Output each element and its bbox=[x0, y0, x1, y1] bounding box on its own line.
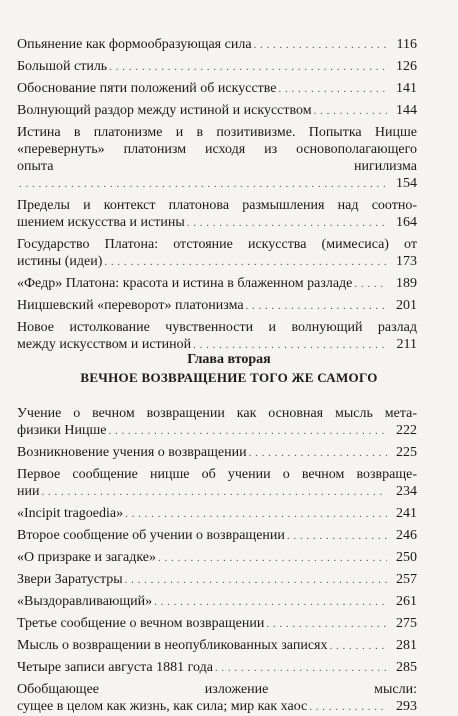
leader-dots bbox=[104, 254, 387, 271]
toc-entry-text: Обоснование пяти положений об искусстве bbox=[17, 81, 277, 96]
toc-entry bbox=[17, 637, 417, 655]
leader-dots bbox=[125, 506, 387, 523]
toc-entry-text: Звери Заратустры bbox=[17, 572, 123, 587]
page-number: 261 bbox=[396, 594, 417, 609]
toc-entry bbox=[17, 505, 417, 523]
page-number: 126 bbox=[396, 59, 417, 74]
page-number: 144 bbox=[396, 103, 417, 118]
toc-entry bbox=[17, 571, 417, 589]
leader-dots bbox=[266, 616, 387, 633]
toc-entry-text: Четыре записи августа 1881 года bbox=[17, 660, 213, 675]
toc-section-1 bbox=[17, 36, 417, 354]
page-number: 285 bbox=[396, 660, 417, 675]
toc-entry-last-line bbox=[17, 615, 417, 633]
toc-entry-last-line bbox=[17, 422, 417, 440]
page-number: 116 bbox=[396, 37, 417, 52]
toc-entry-line: Первое сообщение ницше об учении о вечном возвраще- bbox=[17, 467, 417, 482]
leader-dots bbox=[215, 660, 387, 677]
page-number: 257 bbox=[396, 572, 417, 587]
page-number: 201 bbox=[396, 298, 417, 313]
toc-entry-last-line bbox=[17, 571, 417, 589]
page-number: 241 bbox=[396, 506, 417, 521]
toc-entry-text: Опьянение как формообразующая сила bbox=[17, 37, 252, 52]
page-number: 225 bbox=[396, 445, 417, 460]
toc-entry bbox=[17, 527, 417, 545]
toc-entry-text: Второе сообщение об учении о возвращении bbox=[17, 528, 285, 543]
toc-entry-last-line bbox=[17, 80, 417, 98]
page-number: 211 bbox=[396, 337, 417, 352]
toc-entry-text: истины (идеи) bbox=[17, 254, 103, 269]
chapter-title: ВЕЧНОЕ ВОЗВРАЩЕНИЕ ТОГО ЖЕ САМОГО bbox=[80, 370, 378, 385]
toc-entry-last-line bbox=[17, 297, 417, 315]
toc-entry bbox=[17, 319, 417, 354]
toc-entry-text: Мысль о возвращении в неопубликованных записях bbox=[17, 638, 328, 653]
toc-entry-last-line bbox=[17, 175, 417, 193]
toc-section-2 bbox=[17, 405, 417, 716]
toc-entry-last-line bbox=[17, 36, 417, 54]
leader-dots bbox=[158, 550, 387, 567]
toc-entry-last-line bbox=[17, 253, 417, 271]
page-number: 222 bbox=[396, 423, 417, 438]
leader-dots bbox=[154, 594, 387, 611]
toc-entry-last-line bbox=[17, 659, 417, 677]
toc-entry-last-line bbox=[17, 275, 417, 293]
toc-entry-last-line bbox=[17, 58, 417, 76]
toc-entry-line: Государство Платона: отстояние искусства (мимесиса) от bbox=[17, 237, 417, 252]
leader-dots bbox=[329, 638, 387, 655]
toc-entry-last-line bbox=[17, 637, 417, 655]
leader-dots bbox=[125, 572, 387, 589]
page-number: 189 bbox=[396, 276, 417, 291]
toc-entry bbox=[17, 36, 417, 54]
leader-dots bbox=[279, 81, 387, 98]
toc-entry-last-line bbox=[17, 214, 417, 232]
toc-entry bbox=[17, 124, 417, 193]
toc-entry-text: Большой стиль bbox=[17, 59, 108, 74]
toc-entry-last-line bbox=[17, 527, 417, 545]
chapter-heading bbox=[0, 351, 458, 387]
page-number: 293 bbox=[396, 699, 417, 714]
leader-dots bbox=[108, 423, 387, 440]
toc-entry-last-line bbox=[17, 505, 417, 523]
toc-entry-line: опыта нигилизма bbox=[17, 159, 417, 174]
page-number: 141 bbox=[396, 81, 417, 96]
toc-entry bbox=[17, 615, 417, 633]
toc-entry bbox=[17, 466, 417, 501]
toc-entry bbox=[17, 102, 417, 120]
toc-entry-text: «Выздоравливающий» bbox=[17, 594, 153, 609]
leader-dots bbox=[246, 298, 387, 315]
leader-dots bbox=[287, 528, 387, 545]
toc-entry bbox=[17, 197, 417, 232]
toc-entry bbox=[17, 659, 417, 677]
toc-entry-line: Учение о вечном возвращении как основная мысль мета- bbox=[17, 406, 417, 421]
page-number: 250 bbox=[396, 550, 417, 565]
toc-entry-text: между искусством и истиной bbox=[17, 337, 192, 352]
toc-entry-text: Третье сообщение о вечном возвращении bbox=[17, 616, 265, 631]
page-number: 154 bbox=[396, 176, 417, 191]
chapter-label: Глава вторая bbox=[187, 352, 271, 367]
leader-dots bbox=[187, 215, 387, 232]
leader-dots bbox=[109, 59, 387, 76]
leader-dots bbox=[41, 484, 387, 501]
toc-entry-text: Ницшевский «переворот» платонизма bbox=[17, 298, 244, 313]
toc-entry-text: «Incipit tragoedia» bbox=[17, 506, 124, 521]
leader-dots bbox=[354, 276, 387, 293]
leader-dots bbox=[249, 445, 387, 462]
toc-entry-text: «Федр» Платона: красота и истина в блаженном разладе bbox=[17, 276, 353, 291]
toc-entry-text: «О призраке и загадке» bbox=[17, 550, 156, 565]
leader-dots bbox=[19, 176, 387, 193]
page-number: 281 bbox=[396, 638, 417, 653]
leader-dots bbox=[309, 699, 387, 716]
toc-entry bbox=[17, 236, 417, 271]
toc-entry bbox=[17, 444, 417, 462]
toc-entry-last-line bbox=[17, 698, 417, 716]
toc-entry-line: Обобщающее изложение мысли: bbox=[17, 682, 417, 697]
leader-dots bbox=[254, 37, 387, 54]
toc-entry-last-line bbox=[17, 102, 417, 120]
toc-entry bbox=[17, 297, 417, 315]
toc-entry-last-line bbox=[17, 483, 417, 501]
page-number: 246 bbox=[396, 528, 417, 543]
toc-entry-text: Возникновение учения о возвращении bbox=[17, 445, 247, 460]
toc-entry bbox=[17, 58, 417, 76]
page-number: 173 bbox=[396, 254, 417, 269]
toc-entry-line: Истина в платонизме и в позитивизме. Попытка Ницше bbox=[17, 125, 417, 140]
toc-entry bbox=[17, 549, 417, 567]
toc-entry-text: шением искусства и истины bbox=[17, 215, 185, 230]
toc-entry-text: сущее в целом как жизнь, как сила; мир как хаос bbox=[17, 699, 308, 714]
toc-entry-line: Пределы и контекст платонова размышления над соотно- bbox=[17, 198, 417, 213]
toc-entry-last-line bbox=[17, 549, 417, 567]
toc-entry-line: «перевернуть» платонизм исходя из основополагающего bbox=[17, 142, 417, 157]
leader-dots bbox=[314, 103, 387, 120]
toc-entry-line: Новое истолкование чувственности и волнующий разлад bbox=[17, 320, 417, 335]
toc-entry-text: Волнующий раздор между истиной и искусством bbox=[17, 103, 312, 118]
toc-entry bbox=[17, 275, 417, 293]
toc-entry-text: физики Ницше bbox=[17, 423, 107, 438]
toc-entry-text: нии bbox=[17, 484, 40, 499]
page-number: 164 bbox=[396, 215, 417, 230]
toc-entry bbox=[17, 593, 417, 611]
toc-entry bbox=[17, 405, 417, 440]
page-number: 275 bbox=[396, 616, 417, 631]
toc-entry-last-line bbox=[17, 444, 417, 462]
toc-entry-last-line bbox=[17, 593, 417, 611]
toc-entry bbox=[17, 80, 417, 98]
page-number: 234 bbox=[396, 484, 417, 499]
